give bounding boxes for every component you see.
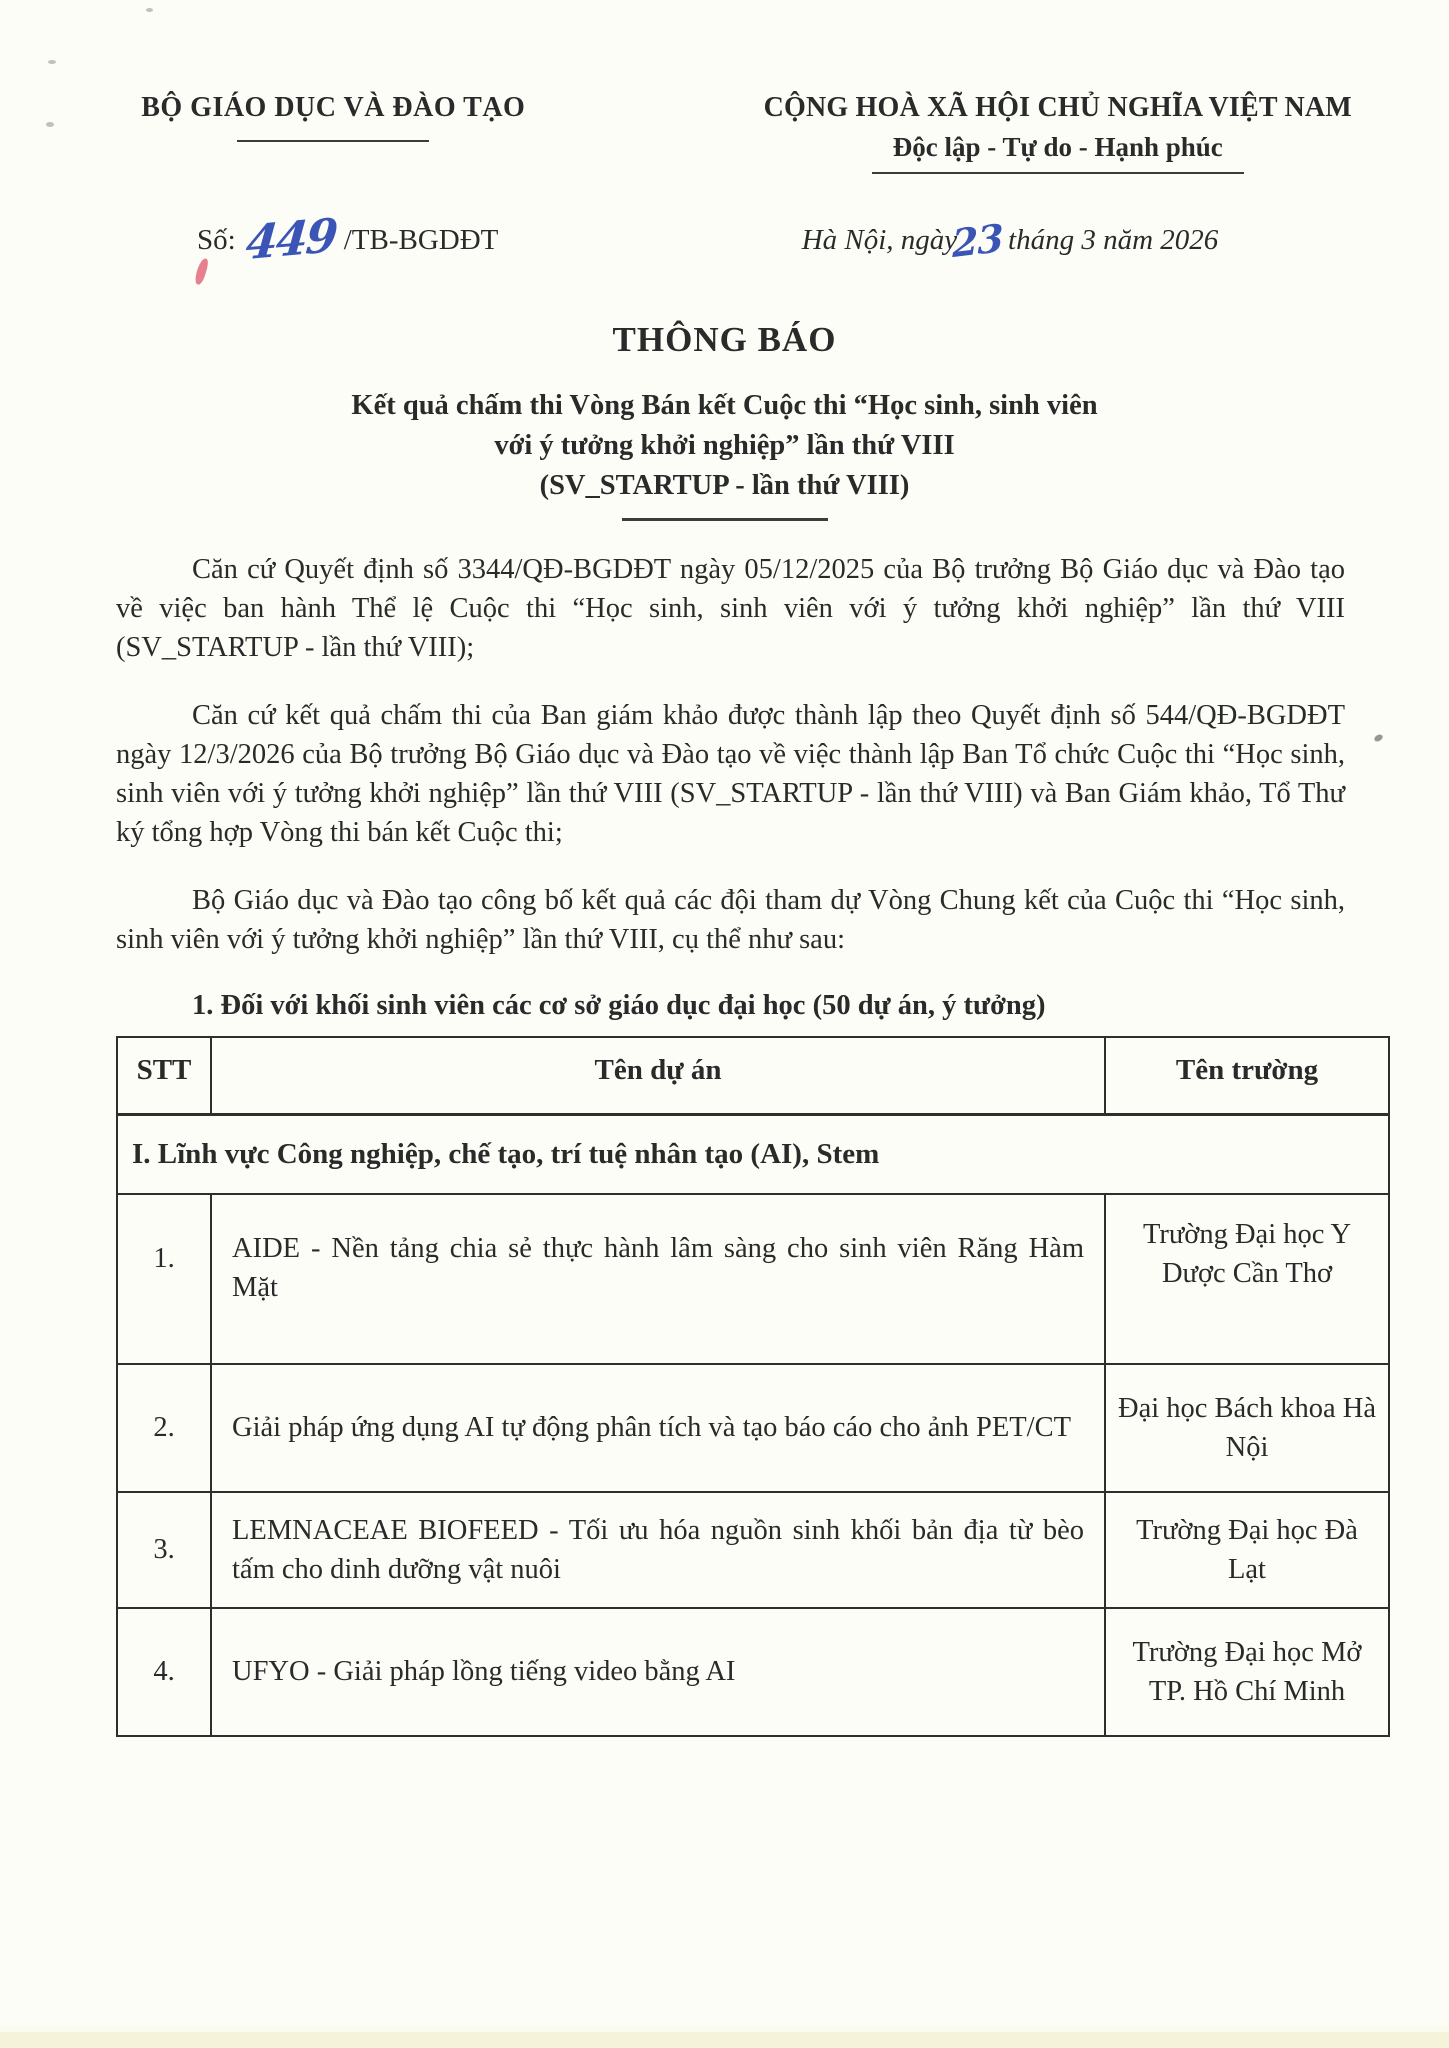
place-date-suffix: tháng 3 năm 2026 (1008, 224, 1219, 256)
row-project-name: Giải pháp ứng dụng AI tự động phân tích và tạo báo cáo cho ảnh PET/CT (211, 1364, 1105, 1492)
scan-speck (48, 60, 56, 64)
column-header-stt: STT (117, 1037, 211, 1115)
place-and-date (690, 214, 1330, 267)
subtitle-underline (622, 518, 828, 521)
group-row-label: I. Lĩnh vực Công nghiệp, chế tạo, trí tuệ nhân tạo (AI), Stem (117, 1114, 1389, 1194)
doc-number-label: Số: (197, 224, 236, 256)
document-number (197, 207, 499, 271)
scan-speck (1373, 733, 1384, 743)
date-day-handwritten: 23 (951, 214, 1004, 267)
number-date-row (0, 207, 1449, 282)
row-stt: 4. (117, 1608, 211, 1736)
national-header-block (667, 92, 1449, 174)
scan-speck (46, 122, 54, 127)
paragraph: Bộ Giáo dục và Đào tạo công bố kết quả các đội tham dự Vòng Chung kết của Cuộc thi “Học sinh, sinh viên với ý tưởng khởi nghiệp” lần thứ VIII, cụ thể như sau: (116, 884, 1345, 955)
table-header-row (117, 1037, 1389, 1115)
subtitle-line: (SV_STARTUP - lần thứ VIII) (539, 470, 910, 501)
table-row (117, 1194, 1389, 1364)
column-header-school: Tên trường (1105, 1037, 1389, 1115)
row-stt: 3. (117, 1492, 211, 1608)
scan-speck (146, 8, 153, 12)
row-project-name: LEMNACEAE BIOFEED - Tối ưu hóa nguồn sinh khối bản địa từ bèo tấm cho dinh dưỡng vật nuôi (211, 1492, 1105, 1608)
row-project-name: UFYO - Giải pháp lồng tiếng video bằng AI (211, 1608, 1105, 1736)
paragraph: Căn cứ Quyết định số 3344/QĐ-BGDĐT ngày 05/12/2025 của Bộ trưởng Bộ Giáo dục và Đào tạo về việc ban hành Thể lệ Cuộc thi “Học sinh, sinh viên với ý tưởng khởi nghiệp” lần thứ VIII (SV_STARTUP - lần thứ VIII); (116, 553, 1345, 663)
row-project-name: AIDE - Nền tảng chia sẻ thực hành lâm sàng cho sinh viên Răng Hàm Mặt (211, 1194, 1105, 1364)
document-title: THÔNG BÁO (612, 320, 837, 359)
row-school-name: Trường Đại học Đà Lạt (1105, 1492, 1389, 1608)
org-underline (237, 140, 429, 142)
results-table (116, 1036, 1390, 1737)
document-subtitle (0, 386, 1449, 506)
issuing-org-name: BỘ GIÁO DỤC VÀ ĐÀO TẠO (141, 92, 526, 123)
row-school-name: Đại học Bách khoa Hà Nội (1105, 1364, 1389, 1492)
table-group-row (117, 1114, 1389, 1194)
national-title: CỘNG HOÀ XÃ HỘI CHỦ NGHĨA VIỆT NAM (763, 92, 1352, 123)
doc-number-suffix: /TB-BGDĐT (343, 224, 499, 256)
row-stt: 1. (117, 1194, 211, 1364)
column-header-project: Tên dự án (211, 1037, 1105, 1115)
row-school-name: Trường Đại học Mở TP. Hồ Chí Minh (1105, 1608, 1389, 1736)
national-motto: Độc lập - Tự do - Hạnh phúc (892, 132, 1223, 162)
issuing-org-block (0, 92, 667, 174)
table-row (117, 1492, 1389, 1608)
doc-number-handwritten: 449 (243, 207, 338, 271)
table-row (117, 1608, 1389, 1736)
document-body (116, 550, 1345, 1022)
table-row (117, 1364, 1389, 1492)
place-date-prefix: Hà Nội, ngày (801, 224, 958, 256)
row-school-name: Trường Đại học Y Dược Cần Thơ (1105, 1194, 1389, 1364)
row-stt: 2. (117, 1364, 211, 1492)
motto-underline (872, 172, 1244, 174)
scan-edge-strip (0, 2032, 1449, 2048)
document-masthead (0, 0, 1449, 174)
subtitle-line: Kết quả chấm thi Vòng Bán kết Cuộc thi “Học sinh, sinh viên (351, 390, 1098, 421)
subtitle-line: với ý tưởng khởi nghiệp” lần thứ VIII (494, 430, 955, 461)
section-heading: 1. Đối với khối sinh viên các cơ sở giáo dục đại học (50 dự án, ý tưởng) (192, 989, 1046, 1021)
paragraph: Căn cứ kết quả chấm thi của Ban giám khảo được thành lập theo Quyết định số 544/QĐ-BGDĐT ngày 12/3/2026 của Bộ trưởng Bộ Giáo dục và Đào tạo về việc thành lập Ban Tổ chức Cuộc thi “Học sinh, sinh viên với ý tưởng khởi nghiệp” lần thứ VIII (SV_STARTUP - lần thứ VIII) và Ban Giám khảo, Tổ Thư ký tổng hợp Vòng thi bán kết Cuộc thi; (116, 699, 1345, 848)
